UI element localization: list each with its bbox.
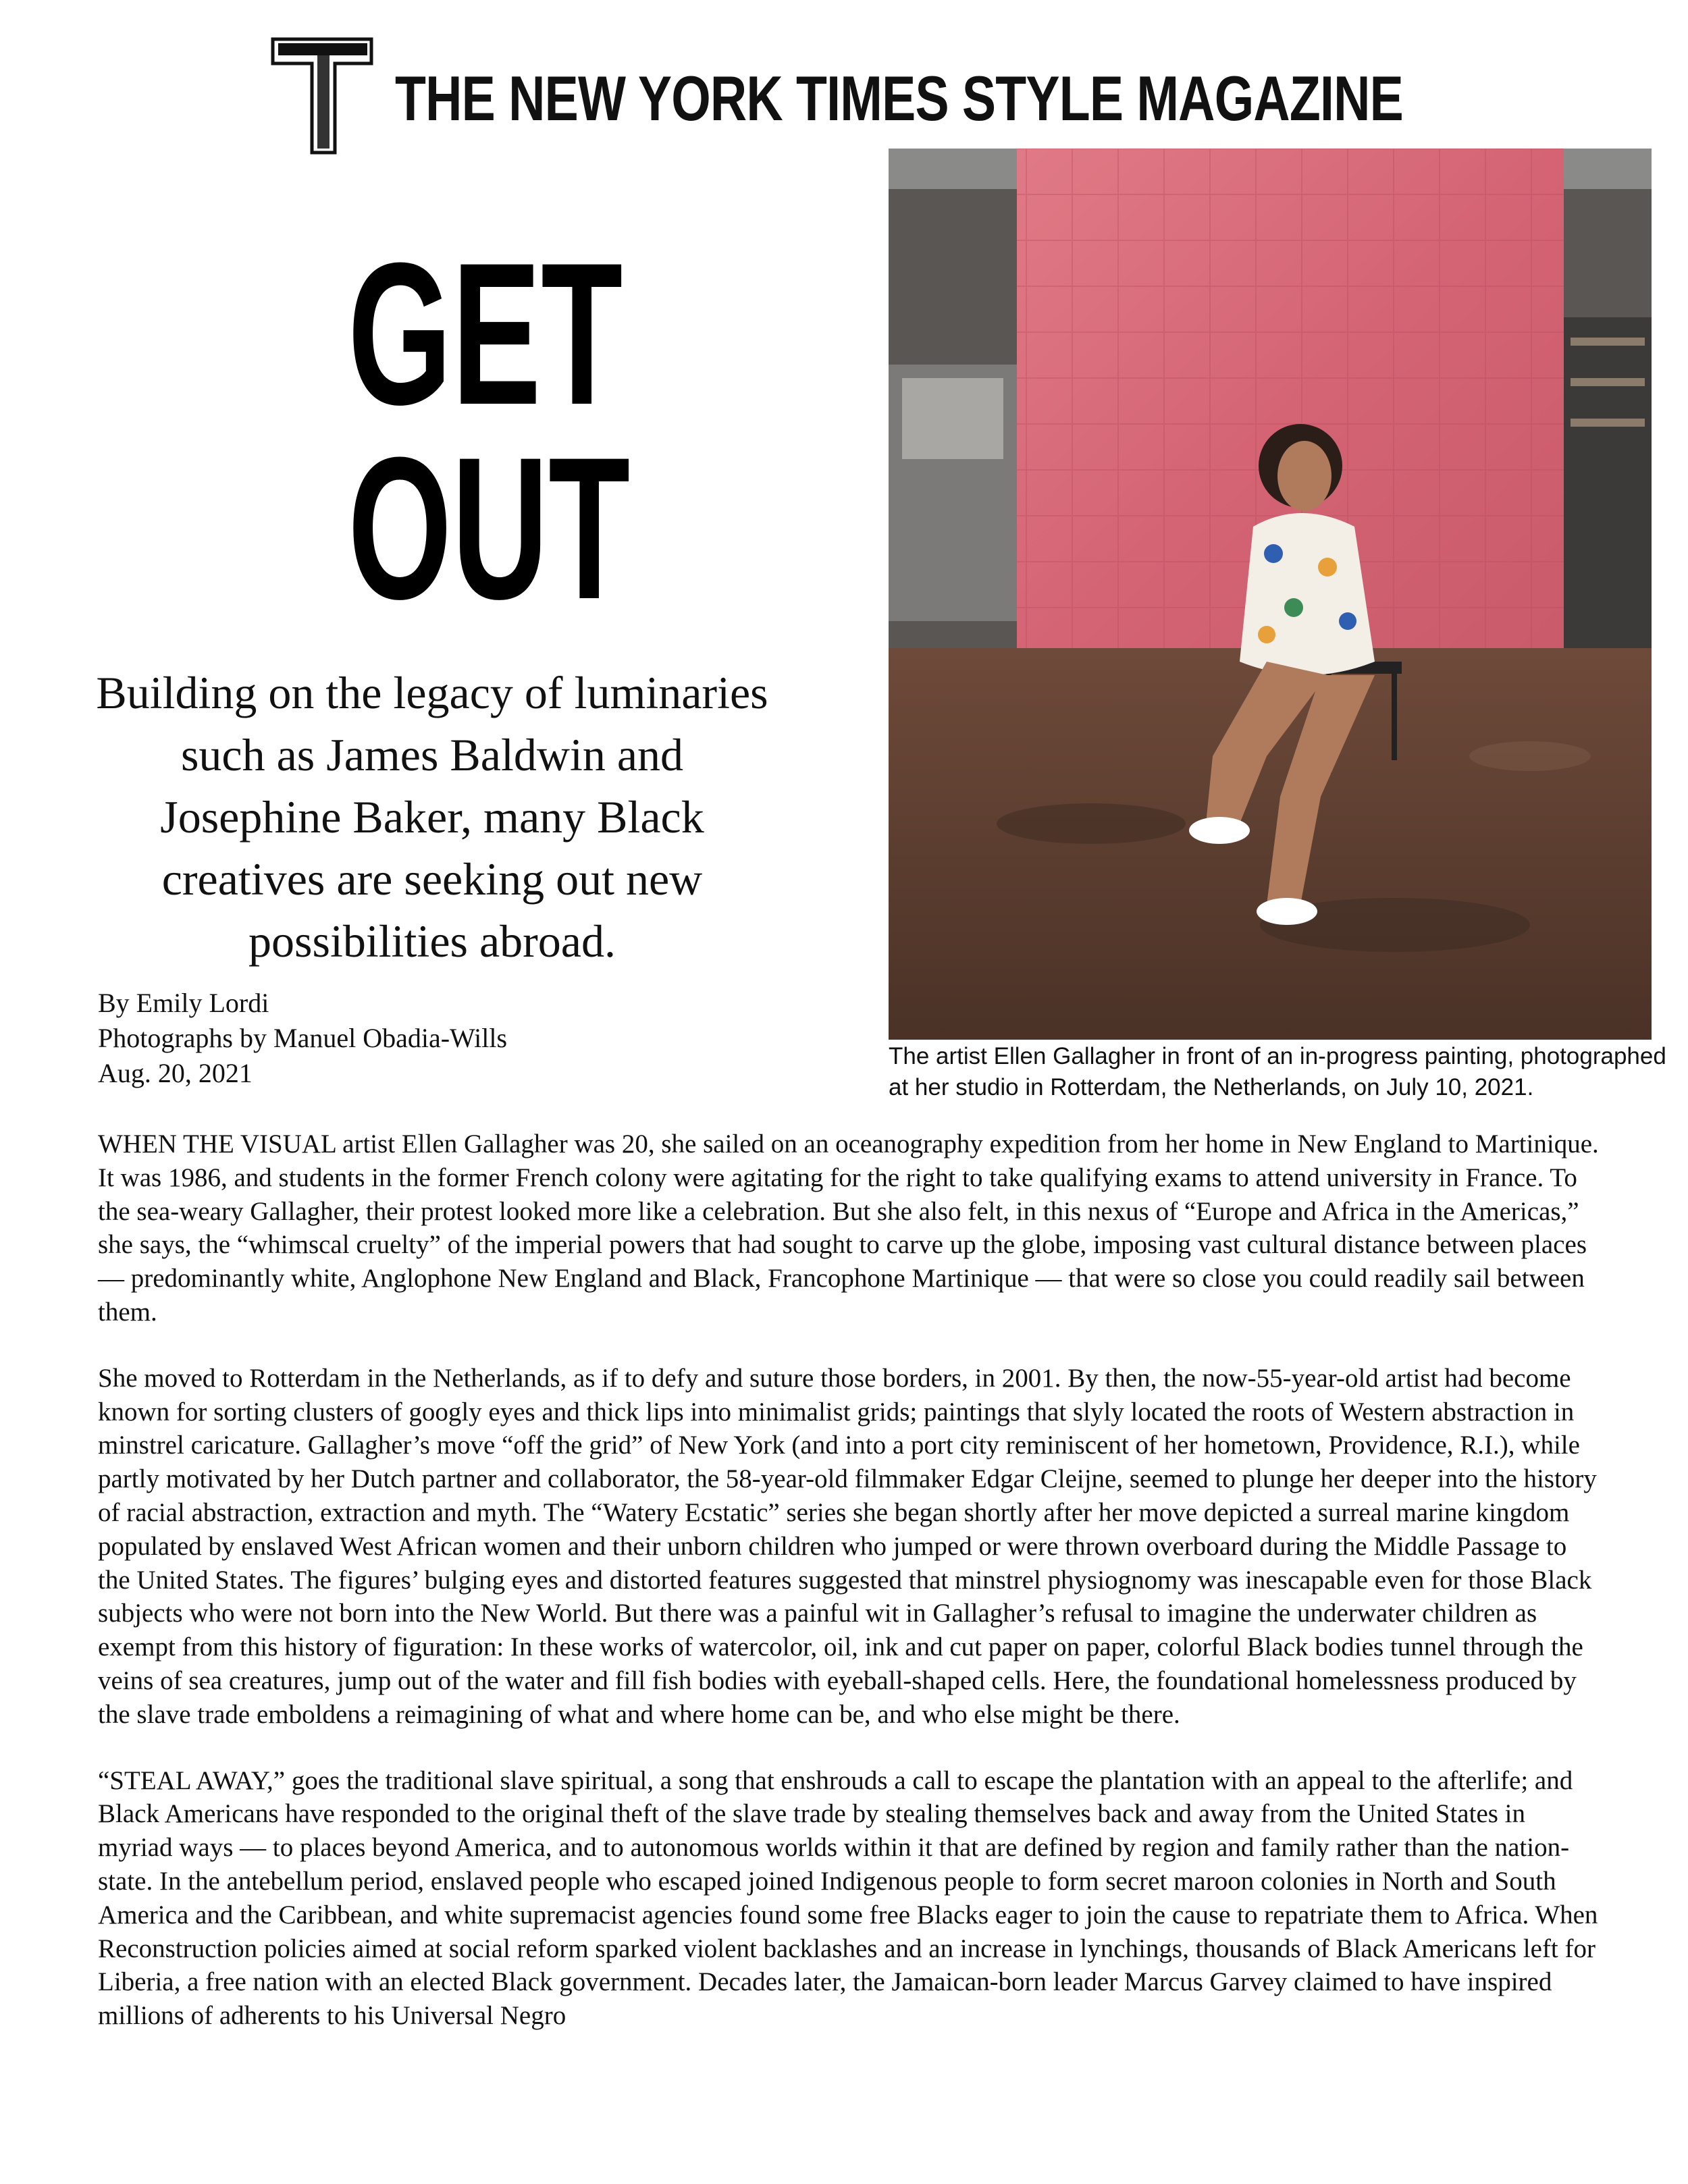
headline: [284, 220, 662, 641]
byline-date: Aug. 20, 2021: [98, 1058, 253, 1088]
byline-author: By Emily Lordi: [98, 988, 269, 1018]
article-dek: Building on the legacy of luminaries such as James Baldwin and Josephine Baker, many Black creatives are seeking out new possibilities abroad.: [96, 667, 768, 967]
byline: [98, 986, 507, 1091]
hero-photo-illustration: [889, 149, 1652, 1040]
body-paragraph: She moved to Rotterdam in the Netherlands, as if to defy and suture those borders, in 2001. By then, the now-55-year-old artist had become known for sorting clusters of googly eyes and thick lips into minimalist grids; paintings that slyly located the roots of Western abstraction in minstrel caricature. Gallagher’s move “off the grid” of New York (and into a port city reminiscent of her hometown, Providence, R.I.), while partly motivated by her Dutch partner and collaborator, the 58-year-old filmmaker Edgar Cleijne, seemed to plunge her deeper into the history of racial abstraction, extraction and myth. The “Watery Ecstatic” series she began shortly after her move depicted a surreal marine kingdom populated by enslaved West African women and their unborn children who jumped or were thrown overboard during the Middle Passage to the United States. The figures’ bulging eyes and distorted features suggested that minstrel physiognomy was inescapable even for those Black subjects who were not born into the New World. But there was a painful wit in Gallagher’s refusal to imagine the underwater children as exempt from this history of figuration: In these works of watercolor, oil, ink and cut paper on paper, colorful Black bodies tunnel through the veins of sea creatures, jump out of the water and fill fish bodies with eyeball-shaped cells. Here, the foundational homelessness produced by the slave trade emboldens a reimagining of what and where home can be, and who else might be there.: [98, 1363, 1597, 1729]
body-paragraph: “STEAL AWAY,” goes the traditional slave spiritual, a song that enshrouds a call to escape the plantation with an appeal to the afterlife; and Black Americans have responded to the original theft of the slave trade by stealing themselves back and away from the United States in myriad ways — to places beyond America, and to autonomous worlds within it that are defined by region and family rather than the nation-state. In the antebellum period, enslaved people who escaped joined Indigenous people to form secret maroon colonies in North and South America and the Caribbean, and white supremacist agencies found some free Blacks eager to join the cause to repatriate them to Africa. When Reconstruction policies aimed at social reform sparked violent backlashes and an increase in lynchings, thousands of Black Americans left for Liberia, a free nation with an elected Black government. Decades later, the Jamaican-born leader Marcus Garvey claimed to have inspired millions of adherents to his Universal Negro: [98, 1765, 1598, 2031]
body-paragraph: WHEN THE VISUAL artist Ellen Gallagher was 20, she sailed on an oceanography expedition from her home in New England to Martinique. It was 1986, and students in the former French colony were agitating for the right to take qualifying exams to attend university in France. To the sea-weary Gallagher, their protest looked more like a celebration. But she also felt, in this nexus of “Europe and Africa in the Americas,” she says, the “whimscal cruelty” of the imperial powers that had sought to carve up the globe, imposing vast cultural distance between places — predominantly white, Anglophone New England and Black, Francophone Martinique — that were so close you could readily sail between them.: [98, 1129, 1599, 1327]
masthead: [270, 27, 1403, 162]
headline-line-1: GET: [348, 220, 623, 447]
article-body: [98, 1127, 1604, 2065]
photo-caption: The artist Ellen Gallagher in front of an in-progress painting, photographed at her studio in Rotterdam, the Netherlands, on July 10, 2021.: [889, 1043, 1666, 1100]
t-magazine-logo: [270, 34, 378, 155]
headline-line-2: OUT: [348, 415, 631, 641]
masthead-title: THE NEW YORK TIMES STYLE MAGAZINE: [395, 63, 1403, 134]
byline-photographer: Photographs by Manuel Obadia-Wills: [98, 1023, 508, 1053]
hero-photo: [889, 149, 1652, 1040]
